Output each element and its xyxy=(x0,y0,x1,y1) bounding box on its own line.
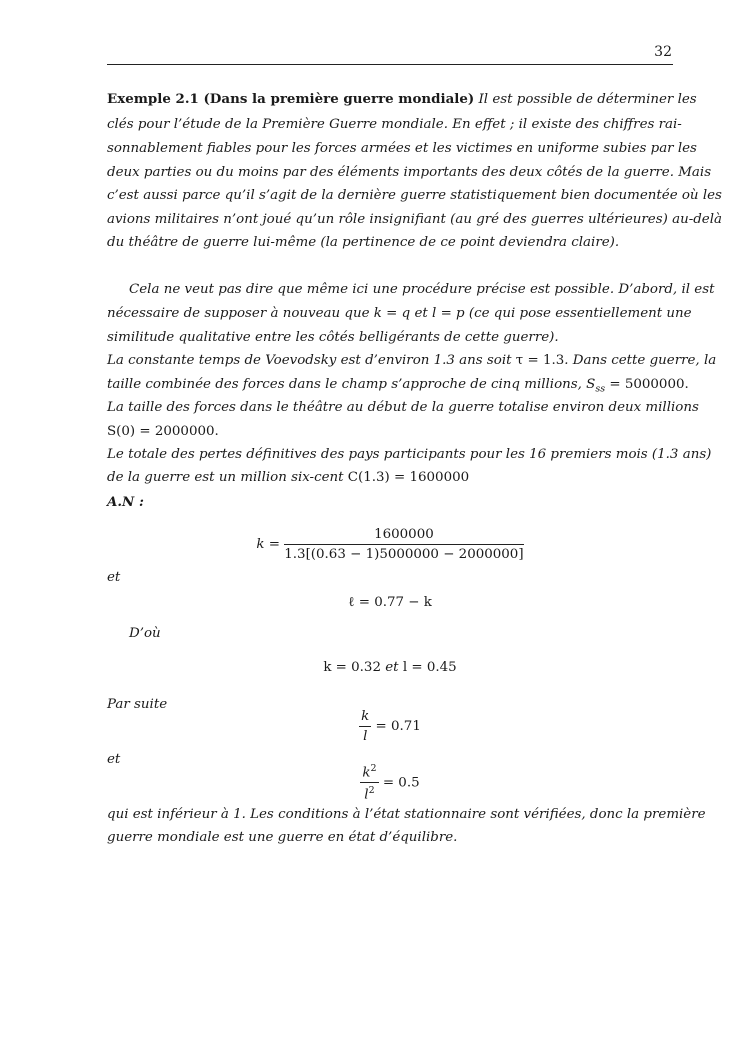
example-title: Exemple 2.1 (Dans la première guerre mondiale) xyxy=(107,91,475,107)
equation-k xyxy=(107,527,673,562)
para2-line-3: similitude qualitative entre les côtés belligérants de cette guerre). xyxy=(107,330,559,345)
eq-r1-num: k xyxy=(359,709,371,727)
para2-line-1: Cela ne veut pas dire que même ici une procédure précise est possible. D’abord, il est xyxy=(129,282,715,297)
eq-r1-fraction xyxy=(359,709,371,744)
eq-k-denominator: 1.3[(0.63 − 1)5000000 − 2000000] xyxy=(284,547,524,562)
eq-s0: S(0) = 2000000. xyxy=(107,424,219,439)
eq-tau: τ = 1.3 xyxy=(515,353,565,368)
eq-k-numerator: 1600000 xyxy=(284,527,523,545)
para2-line-8: Le totale des pertes définitives des pays participants pour les 16 premiers mois (1.3 ans) xyxy=(107,447,712,462)
eq-ell: ℓ = 0.77 − k xyxy=(348,595,432,610)
equation-k-over-l xyxy=(107,709,673,744)
eq-k-lhs: k = xyxy=(256,537,281,552)
para2-line-2 xyxy=(107,306,692,321)
eq-sss-value: = 5000000. xyxy=(605,377,689,392)
para2-line-5 xyxy=(107,377,689,395)
example-line-1 xyxy=(107,91,697,107)
eq-r2-den: $l^2$ xyxy=(364,785,375,803)
eq-r2-fraction xyxy=(360,763,378,803)
example-line-7: du théâtre de guerre lui-même (la pertinence de ce point deviendra claire). xyxy=(107,235,620,250)
page-number: 32 xyxy=(654,44,672,60)
eq-r1-den: l xyxy=(363,729,368,744)
header-rule xyxy=(107,64,673,65)
eq-l-p: l = p xyxy=(432,306,465,321)
eq-sss-subscript: ss xyxy=(595,383,606,395)
eq-r1-value: = 0.71 xyxy=(375,719,421,734)
equation-k-l-values xyxy=(107,660,673,675)
eq-k-fraction xyxy=(284,527,523,562)
example-line-6: avions militaires n’ont joué qu’un rôle insignifiant (au gré des guerres ultérieures) au-delà xyxy=(107,212,722,227)
an-label: A.N : xyxy=(107,494,144,510)
para2-line-4 xyxy=(107,353,717,368)
conclusion-line-2: guerre mondiale est une guerre en état d’équilibre. xyxy=(107,830,458,845)
example-line-5: c’est aussi parce qu’il s’agit de la dernière guerre statistiquement bien documentée où les xyxy=(107,188,722,203)
eq-r2-value: = 0.5 xyxy=(382,775,420,791)
eq-k-q: k = q xyxy=(373,306,411,321)
example-intro-text: Il est possible de déterminer les xyxy=(478,92,697,107)
para2-text-et: et xyxy=(414,306,428,321)
eq-k-value: k = 0.32 xyxy=(323,660,381,675)
example-line-4: deux parties ou du moins par des éléments importants des deux côtés de la guerre. Mais xyxy=(107,165,712,180)
conclusion-line-1: qui est inférieur à 1. Les conditions à l’état stationnaire sont vérifiées, donc la première xyxy=(107,807,706,822)
para2-text-e: (ce qui pose essentiellement une xyxy=(468,306,692,321)
eq-sss-symbol: S xyxy=(586,377,596,392)
eq-c13: C(1.3) = 1600000 xyxy=(347,470,470,485)
eq-et-inline: et xyxy=(385,660,399,675)
para2-line-6: La taille des forces dans le théâtre au début de la guerre totalise environ deux millions xyxy=(107,400,699,415)
para2-c-text: de la guerre est un million six-cent xyxy=(107,470,344,485)
example-line-2: clés pour l’étude de la Première Guerre mondiale. En effet ; il existe des chiffres rai- xyxy=(107,117,682,132)
eq-r2-num: $k^2$ xyxy=(360,763,378,783)
para2-tau-rest: . Dans cette guerre, la xyxy=(564,353,717,368)
dou-label: D’où xyxy=(129,626,161,641)
et-label-1: et xyxy=(107,570,121,585)
et-label-2: et xyxy=(107,752,121,767)
example-line-3: sonnablement fiables pour les forces armées et les victimes en uniforme subies par les xyxy=(107,141,697,156)
equation-k2-over-l2 xyxy=(107,763,673,803)
par-suite-label: Par suite xyxy=(107,697,168,712)
eq-l-value: l = 0.45 xyxy=(402,660,457,675)
para2-line-9 xyxy=(107,470,673,485)
para2-tau-text: La constante temps de Voevodsky est d’environ 1.3 ans soit xyxy=(107,353,512,368)
para2-sss-text: taille combinée des forces dans le champ s’approche de cinq millions, xyxy=(107,377,582,392)
para2-text-a: nécessaire de supposer à nouveau que xyxy=(107,306,370,321)
